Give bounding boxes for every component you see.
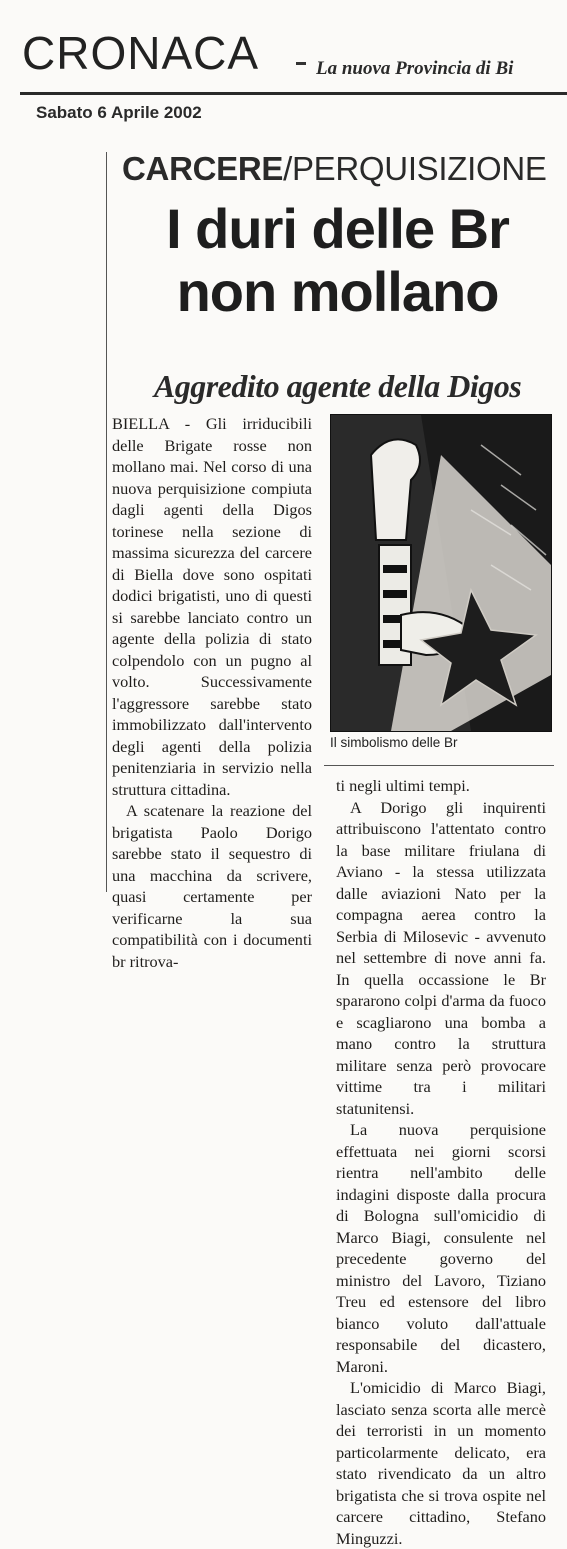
paragraph: A scatenare la reazione del brigatista Paolo Dorigo sarebbe stato il sequestro di una macchina da scrivere, quasi certamente per verificarne la sua compatibilità con i documenti br ritrova- <box>112 801 312 971</box>
section-title: CRONACA <box>22 27 260 79</box>
paragraph: L'omicidio di Marco Biagi, lasciato senza scorta alle mercè dei terroristi in un momento particolarmente delicato, era stato rivendicato da un altro brigatista che si trova ospite nel carcere cittadino, Stefano Minguzzi. <box>336 1378 546 1548</box>
newspaper-name: La nuova Provincia di Bi <box>316 58 514 79</box>
paragraph: ti negli ultimi tempi. <box>336 776 470 795</box>
article-subhead: Aggredito agente della Digos <box>153 368 522 404</box>
article-kicker <box>122 150 547 188</box>
masthead-rule <box>20 92 567 95</box>
kicker-bold: CARCERE <box>122 150 284 187</box>
article-column-2 <box>336 775 546 1549</box>
paragraph: BIELLA - Gli irriducibili delle Brigate rosse non mollano mai. Nel corso di una nuova perquisizione compiuta dagli agenti della Digos torinese nella sezione di massima sicurezza del carcere di Biella dove sono ospitati dodici brigatisti, uno di questi si sarebbe lanciato contro un agente della polizia di stato colpendolo con un pugno al volto. Successivamente l'aggressore sarebbe stato immobilizzato dall'intervento degli agenti della polizia penitenziaria in servizio nella struttura cittadina. <box>112 414 312 799</box>
caption-rule <box>324 765 554 766</box>
article-column-1 <box>112 413 312 972</box>
column-rule <box>106 152 107 892</box>
paragraph: La nuova perquisione effettuata nei giorni scorsi rientra nell'ambito delle indagini disposte dalla procura di Bologna sull'omicidio di Marco Biagi, consulente nel precedente governo del ministro del Lavoro, Tiziano Treu ed estensore del libro bianco voluto dall'attuale responsabile del dicastero, Maroni. <box>336 1120 546 1376</box>
article-photo <box>330 414 552 732</box>
masthead-dash <box>296 62 306 65</box>
article-headline <box>110 197 565 323</box>
headline-line-1: I duri delle Br <box>166 197 509 260</box>
paragraph: A Dorigo gli inquirenti attribuiscono l'attentato contro la base militare friulana di Aviano - la stessa utilizzata dalle aviazioni Nato per la compagna aerea contro la Serbia di Milosevic - avvenuto nel settembre di nove anni fa. In quella occassione le Br spararono colpi d'arma da fuoco e scagliarono una bomba a mano contro la struttura militare senza però provocare vittime tra i militari statunitensi. <box>336 797 546 1118</box>
kicker-rest: /PERQUISIZIONE <box>283 150 547 187</box>
headline-line-2: non mollano <box>176 260 499 323</box>
issue-date: Sabato 6 Aprile 2002 <box>36 103 202 122</box>
br-symbolism-illustration <box>331 415 551 731</box>
photo-caption: Il simbolismo delle Br <box>330 735 458 750</box>
